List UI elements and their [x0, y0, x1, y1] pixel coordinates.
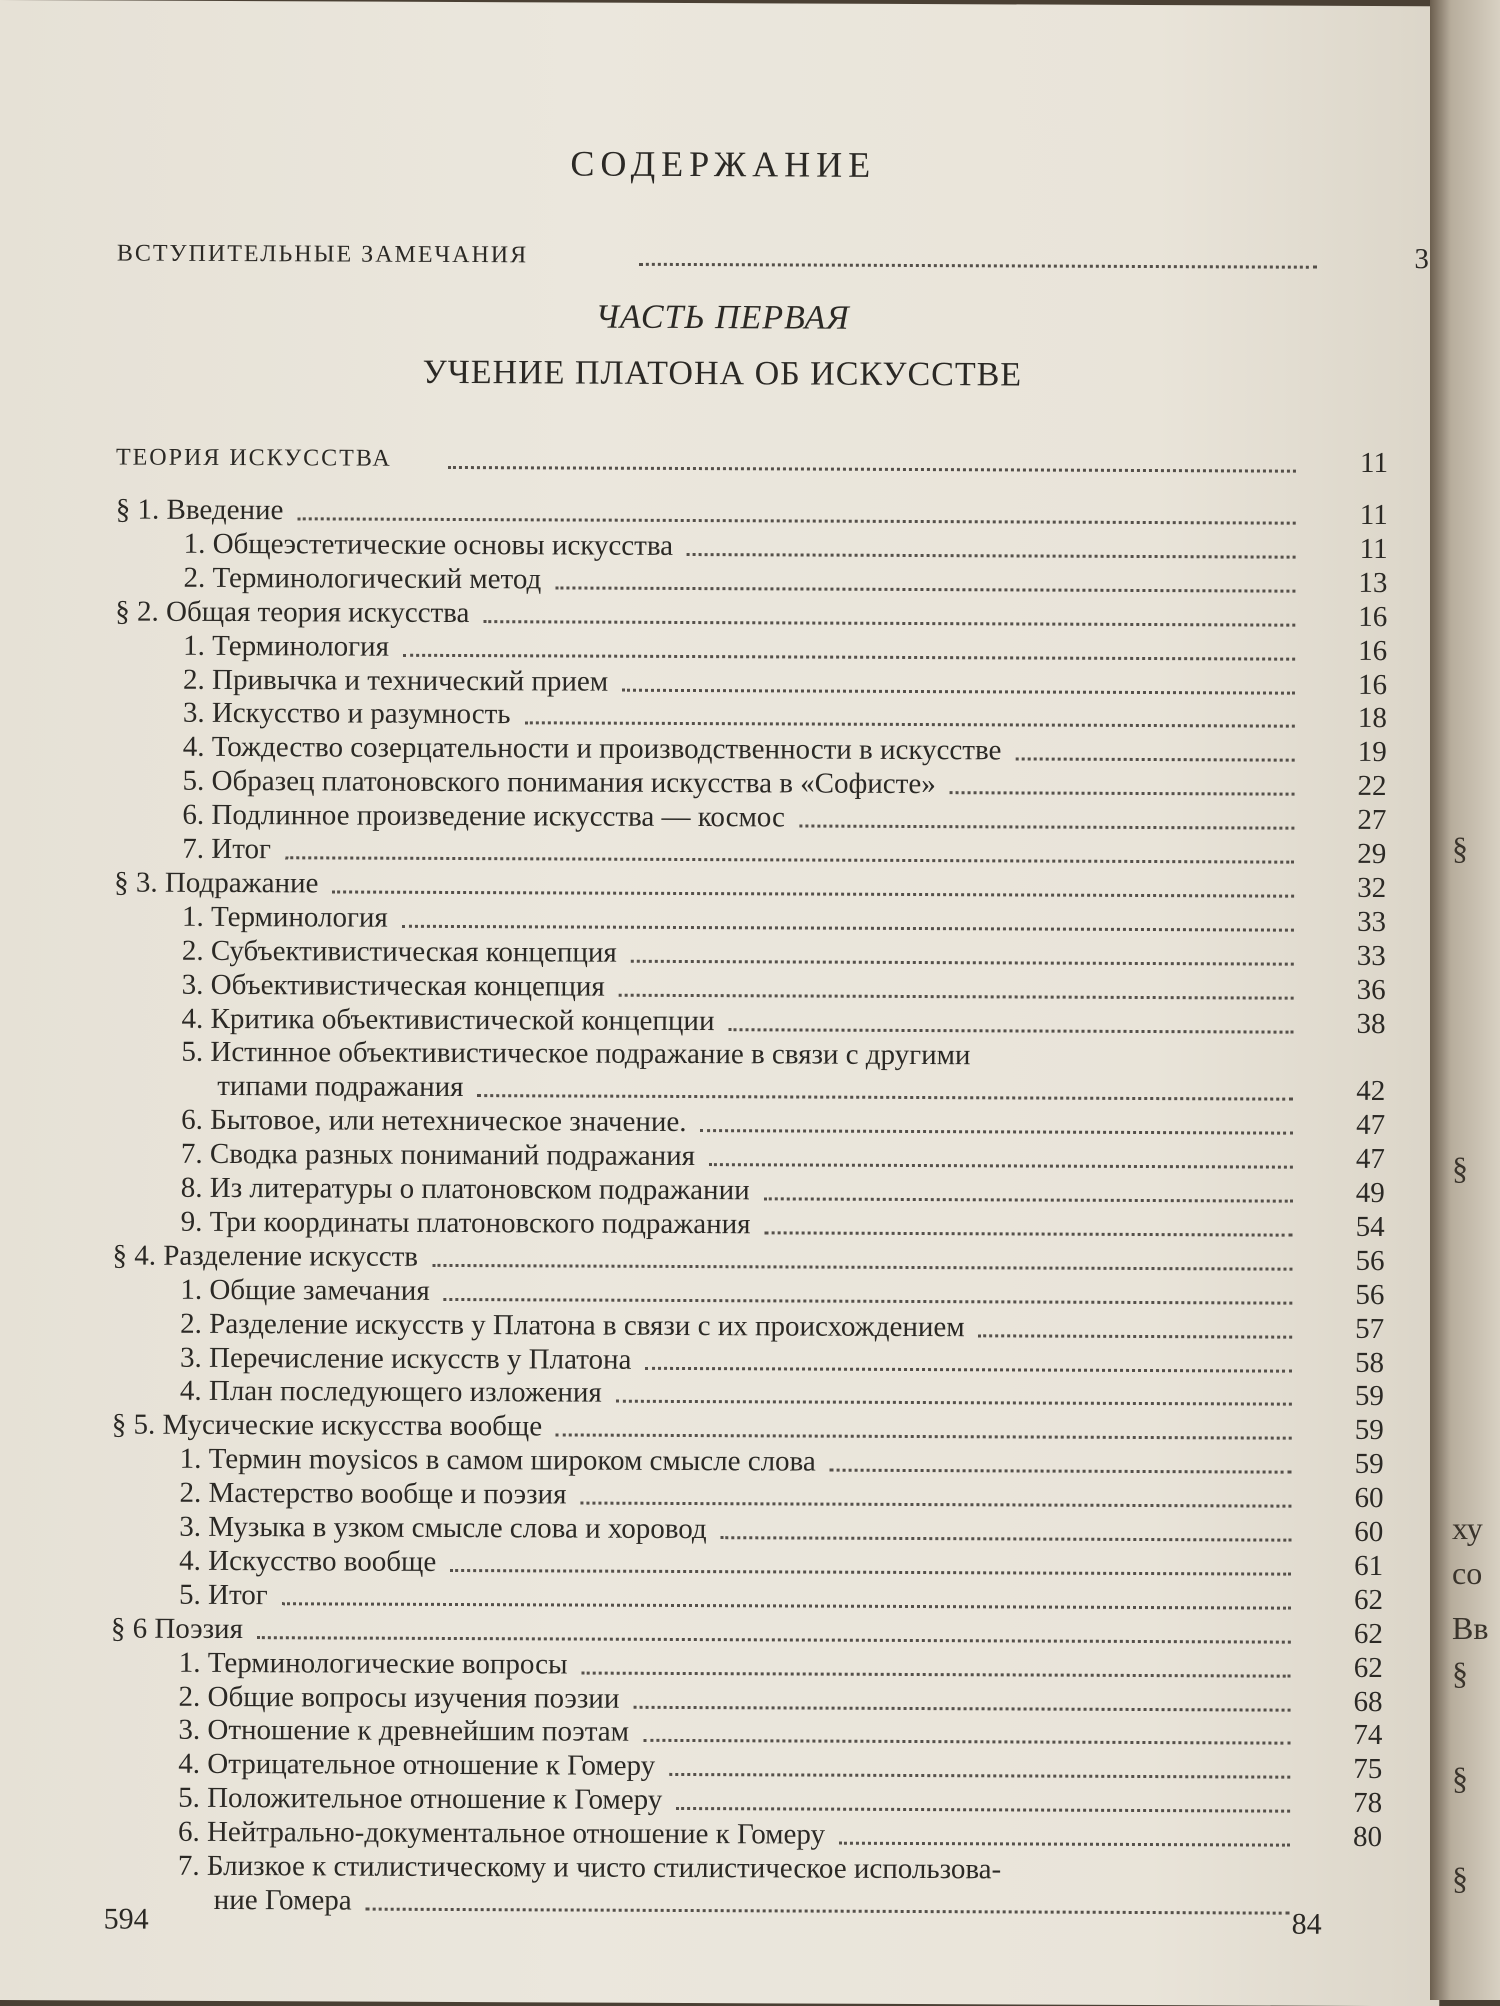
leader-dots [764, 1173, 1293, 1202]
toc-row-intro [0, 236, 1447, 276]
leader-dots [676, 1783, 1290, 1813]
toc-page: 42 [1356, 1075, 1386, 1108]
toc-page: 60 [1354, 1515, 1384, 1549]
toc-label: § 1. Введение [115, 493, 284, 527]
toc-page: 33 [1356, 939, 1386, 972]
toc-page: 74 [1353, 1719, 1383, 1752]
toc-page: 62 [1353, 1651, 1383, 1684]
leader-dots [582, 1647, 1291, 1677]
toc-label: 1. Терминологические вопросы [178, 1646, 568, 1681]
footer-page-number: 594 [103, 1902, 149, 1936]
toc-page: 11 [1359, 532, 1388, 565]
toc-page: 60 [1354, 1482, 1384, 1515]
toc-label: 4. План последующего изложения [179, 1375, 602, 1410]
toc-label: 9. Три координаты платоновского подражания [180, 1205, 751, 1241]
leader-dots [257, 1612, 1291, 1644]
toc-label: ние Гомера [213, 1883, 352, 1917]
leader-dots [282, 1578, 1291, 1609]
toc-label: 6. Подлинное произведение искусства — космос [182, 798, 786, 834]
toc-label: 4. Искусство вообще [179, 1544, 437, 1578]
leader-dots [285, 832, 1294, 863]
toc-page: 27 [1357, 804, 1387, 837]
toc-label: 6. Бытовое, или нетехническое значение. [181, 1103, 687, 1139]
toc-page: 16 [1358, 600, 1388, 633]
toc-label: 7. Сводка разных пониманий подражания [180, 1137, 696, 1173]
toc-label: 4. Тождество созерцательности и производственности в искусстве [182, 731, 1002, 767]
toc-label: 3. Искусство и разумность [182, 697, 511, 731]
toc-page: 47 [1355, 1143, 1386, 1176]
toc-page: 56 [1355, 1244, 1385, 1277]
leader-dots [622, 664, 1295, 694]
leader-dots [643, 1715, 1290, 1745]
toc-page: 54 [1355, 1210, 1385, 1243]
toc-page: 62 [1353, 1617, 1383, 1650]
toc-page: 59 [1354, 1448, 1384, 1481]
leader-dots [1016, 734, 1295, 762]
toc-row-section-heading [0, 440, 1446, 480]
neighbor-fragment: ху [1452, 1510, 1483, 1546]
toc-page: 80 [1352, 1821, 1383, 1854]
leader-dots [839, 1818, 1290, 1847]
toc-label: 2. Общие вопросы изучения поэзии [178, 1680, 620, 1715]
toc-page: 38 [1356, 1007, 1386, 1040]
leader-dots [634, 1681, 1291, 1711]
leader-dots [580, 1478, 1291, 1508]
toc-page: 36 [1356, 973, 1386, 1006]
leader-dots [765, 1207, 1293, 1236]
neighbor-fragment: § [1452, 1860, 1468, 1896]
leader-dots [978, 1310, 1292, 1338]
toc-page: 62 [1353, 1583, 1384, 1616]
toc-page: 19 [1357, 736, 1387, 769]
leader-dots [669, 1749, 1290, 1779]
footer-continued-page: 84 [1291, 1907, 1322, 1941]
toc-label: 3. Перечисление искусств у Платона [180, 1341, 632, 1376]
toc-label: § 3. Подражание [114, 866, 319, 900]
toc-page: 49 [1355, 1176, 1385, 1210]
leader-dots [366, 1884, 1290, 1915]
leader-dots [799, 801, 1294, 830]
toc-label: 3. Объективистическая концепция [181, 968, 605, 1003]
toc-page: 78 [1353, 1787, 1383, 1820]
toc-label: 6. Нейтрально-документальное отношение к Гомеру [177, 1815, 826, 1851]
leader-dots [639, 239, 1317, 269]
leader-dots [298, 493, 1296, 524]
leader-dots [443, 1274, 1292, 1305]
toc-label: § 6 Поэзия [110, 1612, 244, 1645]
toc-label: 1. Общие замечания [180, 1273, 430, 1307]
toc-label: 2. Привычка и технический прием [182, 663, 609, 698]
toc-label: 5. Итог [178, 1578, 268, 1611]
toc-page: 61 [1354, 1549, 1384, 1582]
neighbor-fragment: § [1452, 830, 1468, 866]
leader-dots [402, 901, 1294, 932]
toc-label: 7. Близкое к стилистическому и чисто стилистическое использова- [177, 1849, 1002, 1886]
leader-dots [830, 1445, 1292, 1474]
toc-page: 47 [1356, 1109, 1386, 1142]
leader-dots [432, 1240, 1292, 1271]
toc-label: § 4. Разделение искусств [112, 1239, 419, 1273]
leader-dots [483, 596, 1295, 627]
neighbor-fragment: со [1452, 1555, 1483, 1591]
toc-page: 29 [1357, 837, 1387, 871]
toc-label: § 2. Общая теория искусства [115, 595, 470, 629]
toc-label: § 5. Мусические искусства вообще [111, 1408, 543, 1443]
leader-dots [525, 698, 1295, 728]
neighbor-fragment: § [1452, 1655, 1468, 1691]
toc-page: 13 [1358, 566, 1388, 599]
toc-label: 1. Терминология [183, 629, 390, 663]
toc-page: 68 [1353, 1685, 1383, 1718]
toc-label: 1. Общеэстетические основы искусства [183, 527, 674, 562]
toc-label: 5. Положительное отношение к Гомеру [178, 1781, 663, 1817]
part-label: ЧАСТЬ ПЕРВАЯ [595, 298, 850, 337]
toc-page: 32 [1357, 871, 1387, 904]
toc-page: 59 [1354, 1380, 1384, 1413]
toc-label: 2. Разделение искусств у Платона в связи с их происхождением [180, 1307, 965, 1343]
neighbor-fragment: § [1452, 1760, 1468, 1796]
toc-page: 59 [1354, 1414, 1384, 1447]
toc-label: 5. Образец платоновского понимания искусства в «Софисте» [182, 764, 936, 801]
toc-page: 22 [1357, 770, 1387, 803]
neighbor-fragment: Вв [1452, 1610, 1489, 1646]
toc-label: 3. Отношение к древнейшим поэтам [178, 1714, 630, 1749]
leader-dots [448, 442, 1296, 473]
leader-dots [645, 1342, 1292, 1372]
toc-page: 16 [1358, 634, 1388, 667]
leader-dots [709, 1139, 1293, 1169]
toc-label: 5. Истинное объективистическое подражание в связи с другими [181, 1036, 971, 1072]
leader-dots [687, 529, 1296, 559]
toc-page: 33 [1356, 905, 1387, 938]
toc-page: 56 [1355, 1278, 1385, 1311]
toc-label: 4. Отрицательное отношение к Гомеру [178, 1748, 656, 1783]
leader-dots [332, 866, 1294, 897]
leader-dots [729, 1004, 1294, 1033]
toc-page: 58 [1354, 1346, 1385, 1379]
adjacent-page-edge [1430, 0, 1500, 2000]
toc-label: 2. Субъективистическая концепция [181, 934, 617, 969]
toc-label: 3. Музыка в узком смысле слова и хоровод [179, 1510, 707, 1546]
toc-label: 1. Термин moysicos в самом широком смысле слова [179, 1442, 816, 1478]
toc-label: ВСТУПИТЕЛЬНЫЕ ЗАМЕЧАНИЯ [116, 240, 529, 269]
toc-label: 2. Терминологический метод [183, 561, 542, 596]
toc-label: 8. Из литературы о платоновском подражании [180, 1171, 750, 1207]
neighbor-fragment: § [1452, 1150, 1468, 1186]
leader-dots [720, 1512, 1291, 1541]
leader-dots [477, 1070, 1293, 1101]
page-title: СОДЕРЖАНИЕ [570, 143, 877, 185]
leader-dots [616, 1376, 1292, 1406]
toc-label: 1. Терминология [181, 900, 388, 934]
leader-dots [950, 767, 1295, 796]
toc-label: 4. Критика объективистической концепции [181, 1002, 715, 1037]
toc-label: ТЕОРИЯ ИСКУССТВА [115, 444, 392, 472]
toc-page: 3 [1414, 243, 1429, 276]
toc-page: 57 [1355, 1312, 1385, 1345]
toc-label: 7. Итог [182, 832, 272, 866]
toc-label: 2. Мастерство вообще и поэзия [179, 1476, 567, 1511]
leader-dots [631, 935, 1294, 965]
leader-dots [700, 1105, 1293, 1135]
leader-dots [555, 562, 1295, 592]
leader-dots [403, 629, 1295, 660]
toc-page: 75 [1353, 1753, 1383, 1786]
toc-page: 11 [1359, 498, 1388, 532]
toc-page: 16 [1357, 668, 1388, 701]
part-title: УЧЕНИЕ ПЛАТОНА ОБ ИСКУССТВЕ [422, 353, 1023, 394]
leader-dots [556, 1410, 1292, 1440]
leader-dots [450, 1545, 1291, 1576]
toc-page: 11 [1359, 446, 1389, 480]
leader-dots [619, 969, 1294, 999]
toc-page: 18 [1357, 702, 1387, 735]
toc-label: типами подражания [217, 1070, 464, 1104]
toc-row [0, 1882, 1440, 1922]
